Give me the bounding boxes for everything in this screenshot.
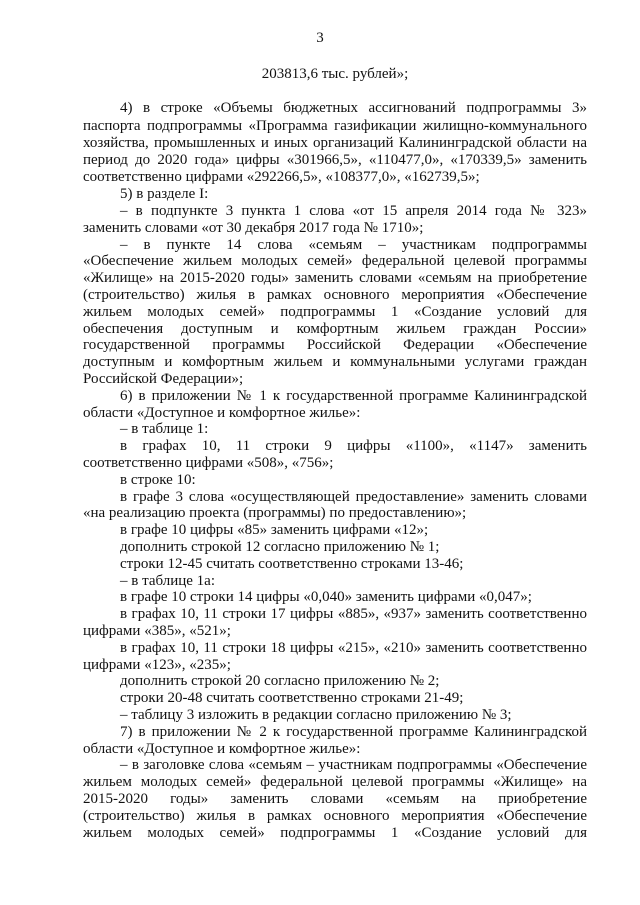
text-line: соответственно цифрами «292266,5», «108377,0», «162739,5»; xyxy=(83,169,480,185)
text-line: – в пункте 14 слова «семьям – участникам подпрограммы xyxy=(120,236,587,253)
text-line: строки 12-45 считать соответственно строками 13-46; xyxy=(120,555,464,572)
text-line: Российской Федерации»; xyxy=(83,371,244,387)
text-line: 7) в приложении № 2 к государственной программе Калининградской xyxy=(120,723,587,740)
text-line: обеспечения доступным и комфортным жильем граждан России» xyxy=(83,320,587,337)
text-line: области «Доступное и комфортное жилье»: xyxy=(83,740,361,757)
text-line: «на реализацию проекта (программы) по предоставлению»; xyxy=(83,505,467,522)
text-line: 6) в приложении № 1 к государственной программе Калининградской xyxy=(120,387,587,404)
text-line: хозяйства, промышленных и иных организаций Калининградской области на xyxy=(83,135,587,151)
text-line: цифрами «385», «521»; xyxy=(83,623,231,639)
text-line: паспорта подпрограммы «Программа газификации жилищно-коммунального xyxy=(83,118,587,134)
text-line: области «Доступное и комфортное жилье»: xyxy=(83,404,361,421)
text-line: 2015-2020 годы» заменить словами «семьям на приобретение xyxy=(83,791,587,807)
text-line: в графе 3 слова «осуществляющей предоставление» заменить словами xyxy=(120,488,587,505)
text-line: в строке 10: xyxy=(120,471,196,488)
text-line: цифрами «123», «235»; xyxy=(83,656,231,673)
text-line: – в таблице 1: xyxy=(120,421,209,438)
text-line: государственной программы Российской Федерации «Обеспечение xyxy=(83,337,587,354)
text-line: в графе 10 цифры «85» заменить цифрами «12»; xyxy=(120,522,429,539)
text-line: период до 2020 года» цифры «301966,5», «110477,0», «170339,5» заменить xyxy=(83,152,587,168)
text-line: в графах 10, 11 строки 18 цифры «215», «210» заменить соответственно xyxy=(120,639,587,656)
text-line: заменить словами «от 30 декабря 2017 года № 1710»; xyxy=(83,219,424,236)
text-line: 5) в разделе I: xyxy=(120,186,209,202)
text-line: (строительство) жилья в рамках основного мероприятия «Обеспечение xyxy=(83,807,587,824)
text-line: соответственно цифрами «508», «756»; xyxy=(83,455,334,471)
text-line: в графах 10, 11 строки 9 цифры «1100», «1147» заменить xyxy=(120,438,587,455)
text-line: жильем молодых семей» федеральной целевой программы «Жилище» на xyxy=(83,774,587,791)
text-line: дополнить строкой 12 согласно приложению № 1; xyxy=(120,539,440,555)
text-line: строки 20-48 считать соответственно строками 21-49; xyxy=(120,690,464,707)
text-line: доступным и комфортным жильем и коммунальными услугами граждан xyxy=(83,354,587,371)
text-line: – в заголовке слова «семьям – участникам подпрограммы «Обеспечение xyxy=(120,757,587,774)
text-line: – таблицу 3 изложить в редакции согласно приложению № 3; xyxy=(120,707,512,723)
text-line: «Обеспечение жильем молодых семей» федеральной целевой программы xyxy=(83,253,587,270)
text-line: «Жилище» на 2015-2020 годы» заменить словами «семьям на приобретение xyxy=(83,270,587,287)
page-number: 3 xyxy=(316,30,324,46)
text-line: в графе 10 строки 14 цифры «0,040» заменить цифрами «0,047»; xyxy=(120,589,532,606)
text-line: 4) в строке «Объемы бюджетных ассигнований подпрограммы 3» xyxy=(120,100,587,116)
text-line: дополнить строкой 20 согласно приложению № 2; xyxy=(120,673,440,690)
text-line: жильем молодых семей» подпрограммы 1 «Создание условий для xyxy=(83,303,587,320)
text-line: жильем молодых семей» подпрограммы 1 «Создание условий для xyxy=(83,824,587,841)
text-line: в графах 10, 11 строки 17 цифры «885», «937» заменить соответственно xyxy=(120,606,587,623)
text-line: (строительство) жилья в рамках основного мероприятия «Обеспечение xyxy=(83,287,587,303)
text-line: 203813,6 тыс. рублей»; xyxy=(261,66,409,82)
text-line: – в подпункте 3 пункта 1 слова «от 15 апреля 2014 года № 323» xyxy=(120,203,587,219)
text-line: – в таблице 1а: xyxy=(120,572,216,589)
